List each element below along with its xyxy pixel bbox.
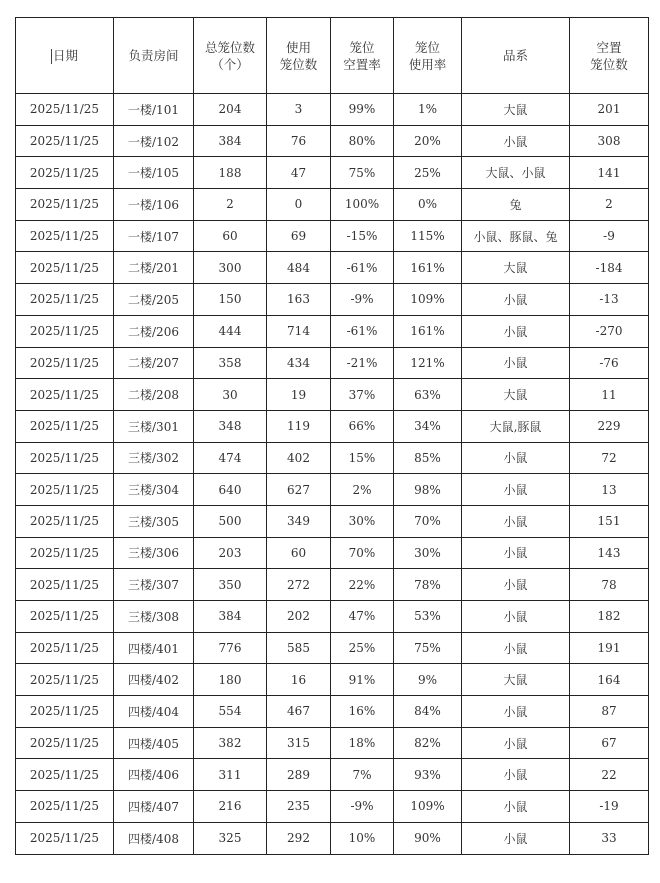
cell-vacancy-rate[interactable]: 18% [331,727,394,759]
cell-strain[interactable]: 小鼠 [462,632,570,664]
table-row [16,442,649,474]
cell-room[interactable]: 四楼/406 [114,759,194,791]
table-row [16,474,649,506]
cell-used-cages[interactable]: 402 [267,442,331,474]
cell-total-cages[interactable]: 474 [194,442,267,474]
cell-date[interactable]: 2025/11/25 [16,537,114,569]
cell-vacancy-rate[interactable]: 47% [331,601,394,633]
cell-vacant-cages[interactable]: 87 [570,696,649,728]
cell-date[interactable]: 2025/11/25 [16,410,114,442]
table-row [16,157,649,189]
cell-vacancy-rate[interactable]: 70% [331,537,394,569]
cage-usage-table [15,17,649,855]
cell-room[interactable]: 二楼/205 [114,284,194,316]
cell-total-cages[interactable]: 150 [194,284,267,316]
cell-vacant-cages[interactable]: 67 [570,727,649,759]
cell-vacant-cages[interactable]: 78 [570,569,649,601]
cell-total-cages[interactable]: 776 [194,632,267,664]
cell-total-cages[interactable]: 203 [194,537,267,569]
cell-total-cages[interactable]: 188 [194,157,267,189]
cell-usage-rate[interactable]: 82% [394,727,462,759]
cell-vacancy-rate[interactable]: 75% [331,157,394,189]
table-row [16,284,649,316]
cell-room[interactable]: 三楼/307 [114,569,194,601]
table-row [16,94,649,126]
cell-usage-rate[interactable]: 75% [394,632,462,664]
cell-room[interactable]: 四楼/402 [114,664,194,696]
cell-date[interactable]: 2025/11/25 [16,759,114,791]
cell-room[interactable]: 一楼/105 [114,157,194,189]
cell-vacant-cages[interactable]: -76 [570,347,649,379]
cell-strain[interactable]: 小鼠 [462,505,570,537]
header-used-cages[interactable] [267,18,331,94]
cell-total-cages[interactable]: 348 [194,410,267,442]
cell-room[interactable]: 二楼/208 [114,379,194,411]
cell-used-cages[interactable]: 292 [267,822,331,854]
cell-room[interactable]: 二楼/201 [114,252,194,284]
cell-strain[interactable]: 小鼠 [462,601,570,633]
cell-total-cages[interactable]: 444 [194,315,267,347]
cell-used-cages[interactable]: 47 [267,157,331,189]
cell-usage-rate[interactable]: 161% [394,315,462,347]
cell-vacancy-rate[interactable]: -9% [331,791,394,823]
cell-vacant-cages[interactable]: 33 [570,822,649,854]
cell-vacancy-rate[interactable]: 30% [331,505,394,537]
cell-total-cages[interactable]: 358 [194,347,267,379]
header-total-cages[interactable] [194,18,267,94]
cell-usage-rate[interactable]: 53% [394,601,462,633]
cell-used-cages[interactable]: 585 [267,632,331,664]
cell-total-cages[interactable]: 204 [194,94,267,126]
cell-strain[interactable]: 小鼠 [462,537,570,569]
cell-vacancy-rate[interactable]: 66% [331,410,394,442]
cell-date[interactable]: 2025/11/25 [16,474,114,506]
cell-vacant-cages[interactable]: 72 [570,442,649,474]
cell-vacant-cages[interactable]: 143 [570,537,649,569]
cell-date[interactable]: 2025/11/25 [16,379,114,411]
cell-usage-rate[interactable]: 34% [394,410,462,442]
cell-date[interactable]: 2025/11/25 [16,284,114,316]
cell-room[interactable]: 一楼/106 [114,189,194,221]
header-strain[interactable]: 品系 [462,18,570,94]
cell-date[interactable]: 2025/11/25 [16,220,114,252]
header-usage-rate[interactable] [394,18,462,94]
cell-date[interactable]: 2025/11/25 [16,347,114,379]
cell-room[interactable]: 三楼/306 [114,537,194,569]
cell-total-cages[interactable]: 325 [194,822,267,854]
cell-usage-rate[interactable]: 109% [394,284,462,316]
cell-used-cages[interactable]: 627 [267,474,331,506]
cell-date[interactable]: 2025/11/25 [16,664,114,696]
cell-usage-rate[interactable]: 0% [394,189,462,221]
cell-vacancy-rate[interactable]: 37% [331,379,394,411]
cell-used-cages[interactable]: 315 [267,727,331,759]
cell-date[interactable]: 2025/11/25 [16,252,114,284]
cell-date[interactable]: 2025/11/25 [16,125,114,157]
cell-usage-rate[interactable]: 9% [394,664,462,696]
table-row [16,601,649,633]
cell-vacant-cages[interactable]: -270 [570,315,649,347]
table-row [16,791,649,823]
cell-total-cages[interactable]: 30 [194,379,267,411]
cell-strain[interactable]: 小鼠 [462,727,570,759]
cell-usage-rate[interactable]: 30% [394,537,462,569]
table-row [16,696,649,728]
cell-used-cages[interactable]: 272 [267,569,331,601]
cell-vacant-cages[interactable]: 22 [570,759,649,791]
cell-vacancy-rate[interactable]: 15% [331,442,394,474]
cell-vacant-cages[interactable]: -19 [570,791,649,823]
cell-vacant-cages[interactable]: 201 [570,94,649,126]
cell-usage-rate[interactable]: 121% [394,347,462,379]
cell-usage-rate[interactable]: 20% [394,125,462,157]
table-row [16,125,649,157]
cell-vacant-cages[interactable]: 164 [570,664,649,696]
header-used-cages-label: 使用 笼位数 [279,39,318,72]
text-cursor [51,49,52,64]
cell-usage-rate[interactable]: 109% [394,791,462,823]
header-vacancy-rate-label: 笼位 空置率 [343,39,381,72]
cell-date[interactable]: 2025/11/25 [16,727,114,759]
table-row [16,537,649,569]
cell-vacancy-rate[interactable]: 91% [331,664,394,696]
cell-usage-rate[interactable]: 98% [394,474,462,506]
cell-strain[interactable]: 小鼠 [462,759,570,791]
cell-room[interactable]: 三楼/301 [114,410,194,442]
cell-date[interactable]: 2025/11/25 [16,157,114,189]
cell-total-cages[interactable]: 216 [194,791,267,823]
cell-date[interactable]: 2025/11/25 [16,822,114,854]
cell-usage-rate[interactable]: 85% [394,442,462,474]
cell-vacant-cages[interactable]: 2 [570,189,649,221]
cell-room[interactable]: 一楼/102 [114,125,194,157]
cell-strain[interactable]: 小鼠、豚鼠、兔 [462,220,570,252]
cell-used-cages[interactable]: 202 [267,601,331,633]
cell-total-cages[interactable]: 350 [194,569,267,601]
cell-strain[interactable]: 小鼠 [462,696,570,728]
header-row [16,18,649,94]
cell-date[interactable]: 2025/11/25 [16,442,114,474]
table-row [16,220,649,252]
cell-date[interactable]: 2025/11/25 [16,569,114,601]
cell-date[interactable]: 2025/11/25 [16,601,114,633]
cell-strain[interactable]: 小鼠 [462,569,570,601]
cell-vacant-cages[interactable]: -13 [570,284,649,316]
cell-strain[interactable]: 大鼠 [462,252,570,284]
cell-vacancy-rate[interactable]: -61% [331,252,394,284]
cell-strain[interactable]: 小鼠 [462,125,570,157]
cell-room[interactable]: 三楼/302 [114,442,194,474]
cell-vacant-cages[interactable]: 13 [570,474,649,506]
cell-vacancy-rate[interactable]: 16% [331,696,394,728]
cell-total-cages[interactable]: 384 [194,125,267,157]
cell-strain[interactable]: 大鼠 [462,379,570,411]
cell-used-cages[interactable]: 235 [267,791,331,823]
table-row [16,315,649,347]
table-row [16,727,649,759]
cell-vacancy-rate[interactable]: 100% [331,189,394,221]
cell-room[interactable]: 一楼/101 [114,94,194,126]
table-row [16,505,649,537]
table-row [16,347,649,379]
cell-room[interactable]: 一楼/107 [114,220,194,252]
cell-strain[interactable]: 小鼠 [462,822,570,854]
cell-room[interactable]: 三楼/305 [114,505,194,537]
cell-vacancy-rate[interactable]: -15% [331,220,394,252]
header-date-label: 日期 [52,48,78,63]
cell-room[interactable]: 四楼/408 [114,822,194,854]
cell-used-cages[interactable]: 119 [267,410,331,442]
cell-total-cages[interactable]: 311 [194,759,267,791]
cell-date[interactable]: 2025/11/25 [16,189,114,221]
cell-used-cages[interactable]: 349 [267,505,331,537]
cell-vacant-cages[interactable]: 151 [570,505,649,537]
cell-vacant-cages[interactable]: 308 [570,125,649,157]
cell-date[interactable]: 2025/11/25 [16,94,114,126]
header-vacant-cages[interactable] [570,18,649,94]
table-row [16,664,649,696]
cell-total-cages[interactable]: 384 [194,601,267,633]
table-body [16,94,649,855]
cell-total-cages[interactable]: 382 [194,727,267,759]
table-row [16,410,649,442]
cell-room[interactable]: 四楼/407 [114,791,194,823]
cell-date[interactable]: 2025/11/25 [16,315,114,347]
cell-vacant-cages[interactable]: -9 [570,220,649,252]
table-row [16,379,649,411]
table-row [16,189,649,221]
cell-strain[interactable]: 小鼠 [462,315,570,347]
table-row [16,759,649,791]
table-row [16,822,649,854]
cell-used-cages[interactable]: 69 [267,220,331,252]
table-row [16,252,649,284]
cell-used-cages[interactable]: 3 [267,94,331,126]
header-room[interactable]: 负责房间 [114,18,194,94]
cell-vacancy-rate[interactable]: 25% [331,632,394,664]
cell-room[interactable]: 三楼/308 [114,601,194,633]
cell-vacant-cages[interactable]: 141 [570,157,649,189]
cell-used-cages[interactable]: 714 [267,315,331,347]
table-row [16,632,649,664]
header-total-cages-label: 总笼位数 （个） [204,39,255,72]
cell-used-cages[interactable]: 16 [267,664,331,696]
cell-usage-rate[interactable]: 70% [394,505,462,537]
cell-strain[interactable]: 小鼠 [462,474,570,506]
cell-strain[interactable]: 小鼠 [462,791,570,823]
cell-used-cages[interactable]: 19 [267,379,331,411]
cell-room[interactable]: 四楼/404 [114,696,194,728]
cell-room[interactable]: 二楼/206 [114,315,194,347]
cell-usage-rate[interactable]: 115% [394,220,462,252]
cell-total-cages[interactable]: 60 [194,220,267,252]
cell-used-cages[interactable]: 0 [267,189,331,221]
cell-vacancy-rate[interactable]: 99% [331,94,394,126]
cell-date[interactable]: 2025/11/25 [16,505,114,537]
cell-used-cages[interactable]: 467 [267,696,331,728]
header-usage-rate-label: 笼位 使用率 [408,39,447,72]
cell-usage-rate[interactable]: 1% [394,94,462,126]
cell-used-cages[interactable]: 163 [267,284,331,316]
cell-vacancy-rate[interactable]: 7% [331,759,394,791]
cell-strain[interactable]: 大鼠,豚鼠 [462,410,570,442]
cell-used-cages[interactable]: 434 [267,347,331,379]
cell-total-cages[interactable]: 2 [194,189,267,221]
cell-date[interactable]: 2025/11/25 [16,696,114,728]
cell-strain[interactable]: 小鼠 [462,284,570,316]
cell-total-cages[interactable]: 554 [194,696,267,728]
cell-strain[interactable]: 大鼠 [462,664,570,696]
cell-strain[interactable]: 大鼠 [462,94,570,126]
cell-vacant-cages[interactable]: 11 [570,379,649,411]
cell-total-cages[interactable]: 500 [194,505,267,537]
cell-strain[interactable]: 大鼠、小鼠 [462,157,570,189]
header-date[interactable] [16,18,114,94]
header-vacancy-rate[interactable] [331,18,394,94]
cell-usage-rate[interactable]: 90% [394,822,462,854]
cell-room[interactable]: 四楼/405 [114,727,194,759]
cell-vacancy-rate[interactable]: -9% [331,284,394,316]
cell-usage-rate[interactable]: 84% [394,696,462,728]
cell-room[interactable]: 四楼/401 [114,632,194,664]
cell-usage-rate[interactable]: 63% [394,379,462,411]
cell-total-cages[interactable]: 300 [194,252,267,284]
cell-strain[interactable]: 兔 [462,189,570,221]
cell-date[interactable]: 2025/11/25 [16,791,114,823]
cell-vacancy-rate[interactable]: 22% [331,569,394,601]
cell-vacancy-rate[interactable]: -21% [331,347,394,379]
cell-strain[interactable]: 小鼠 [462,442,570,474]
cell-usage-rate[interactable]: 78% [394,569,462,601]
cell-vacant-cages[interactable]: -184 [570,252,649,284]
cell-vacant-cages[interactable]: 229 [570,410,649,442]
cell-strain[interactable]: 小鼠 [462,347,570,379]
cell-vacancy-rate[interactable]: 2% [331,474,394,506]
cell-usage-rate[interactable]: 25% [394,157,462,189]
cell-usage-rate[interactable]: 93% [394,759,462,791]
cell-used-cages[interactable]: 289 [267,759,331,791]
cell-room[interactable]: 三楼/304 [114,474,194,506]
cell-usage-rate[interactable]: 161% [394,252,462,284]
cell-vacancy-rate[interactable]: -61% [331,315,394,347]
cell-used-cages[interactable]: 76 [267,125,331,157]
cell-vacant-cages[interactable]: 182 [570,601,649,633]
cell-vacancy-rate[interactable]: 10% [331,822,394,854]
cell-total-cages[interactable]: 640 [194,474,267,506]
cell-vacancy-rate[interactable]: 80% [331,125,394,157]
cell-vacant-cages[interactable]: 191 [570,632,649,664]
header-vacant-cages-label: 空置 笼位数 [590,39,628,72]
cell-used-cages[interactable]: 60 [267,537,331,569]
cell-date[interactable]: 2025/11/25 [16,632,114,664]
cell-used-cages[interactable]: 484 [267,252,331,284]
cell-room[interactable]: 二楼/207 [114,347,194,379]
table-row [16,569,649,601]
cell-total-cages[interactable]: 180 [194,664,267,696]
